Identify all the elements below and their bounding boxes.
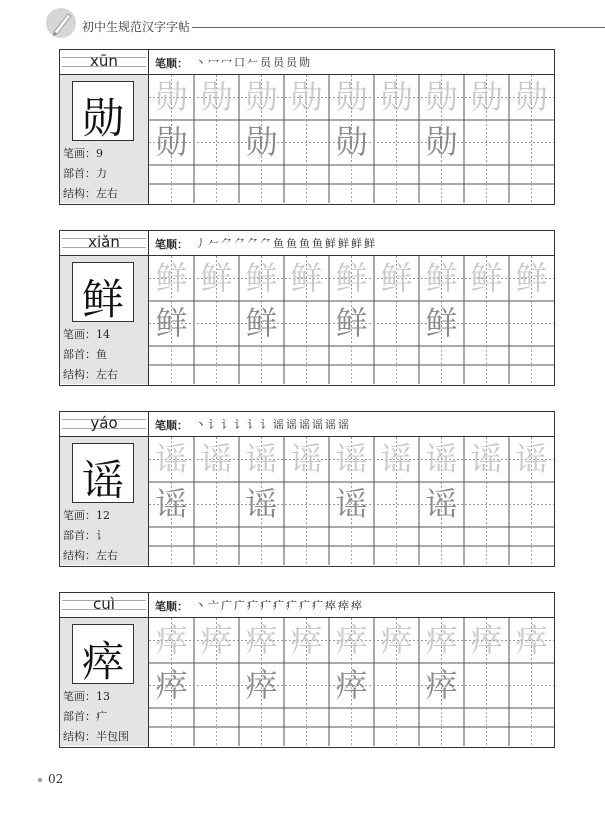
character-area — [60, 75, 148, 203]
stroke-step: 冖 — [221, 56, 234, 69]
stroke-step: 丶 — [195, 599, 208, 612]
stroke-step: 鲜 — [325, 237, 338, 250]
trace-character: 谣 — [290, 440, 323, 478]
stroke-step: 讠 — [208, 418, 221, 431]
page-number: 02 — [48, 772, 64, 786]
trace-cell[interactable] — [239, 437, 284, 482]
trace-cell[interactable] — [284, 256, 329, 301]
trace-cell[interactable] — [284, 618, 329, 663]
radical-info — [63, 708, 107, 724]
practice-cell[interactable] — [419, 120, 464, 165]
practice-cell[interactable] — [239, 301, 284, 346]
stroke-step: 疒 — [299, 599, 312, 612]
trace-character: 勋 — [290, 78, 323, 116]
practice-cell[interactable] — [329, 120, 374, 165]
stroke-count-value: 9 — [96, 147, 103, 160]
practice-cell[interactable] — [329, 663, 374, 708]
practice-model-character: 瘁 — [335, 666, 368, 704]
practice-model-character: 鲜 — [335, 304, 368, 342]
stroke-step: 瘁 — [338, 599, 351, 612]
stroke-step: 谣 — [286, 418, 299, 431]
model-character-box — [72, 624, 134, 684]
stroke-count-info — [63, 688, 110, 704]
stroke-count-label: 笔画： — [63, 328, 96, 341]
stroke-count-label: 笔画： — [63, 147, 96, 160]
structure-label: 结构： — [63, 187, 96, 200]
stroke-step: 讠 — [234, 418, 247, 431]
practice-cell[interactable] — [509, 482, 554, 527]
practice-cell[interactable] — [509, 663, 554, 708]
stroke-step: 鱼 — [299, 237, 312, 250]
structure-info — [63, 366, 118, 382]
stroke-order-sequence — [195, 235, 377, 251]
trace-character: 勋 — [155, 78, 188, 116]
model-character-box — [72, 443, 134, 503]
trace-cell[interactable] — [239, 618, 284, 663]
structure-value: 半包围 — [96, 730, 129, 743]
trace-cell[interactable] — [509, 618, 554, 663]
practice-model-character: 瘁 — [425, 666, 458, 704]
radical-label: 部首： — [63, 167, 96, 180]
radical-label: 部首： — [63, 529, 96, 542]
trace-character: 勋 — [245, 78, 278, 116]
stroke-step: ⺈ — [221, 237, 234, 250]
trace-cell[interactable] — [329, 75, 374, 120]
practice-cell[interactable] — [239, 663, 284, 708]
structure-label: 结构： — [63, 549, 96, 562]
practice-cell[interactable] — [149, 301, 194, 346]
practice-cell[interactable] — [374, 482, 419, 527]
radical-value: 讠 — [96, 529, 107, 542]
pinyin: yáo — [90, 414, 118, 432]
trace-cell[interactable] — [419, 75, 464, 120]
stroke-step: 谣 — [299, 418, 312, 431]
trace-cell[interactable] — [284, 75, 329, 120]
stroke-step: 讠 — [260, 418, 273, 431]
practice-cell[interactable] — [464, 663, 509, 708]
stroke-step: 𠂉 — [208, 237, 221, 250]
structure-info — [63, 728, 129, 744]
trace-character: 瘁 — [335, 621, 368, 659]
stroke-step: 讠 — [221, 418, 234, 431]
practice-cell[interactable] — [419, 301, 464, 346]
trace-character: 瘁 — [380, 621, 413, 659]
radical-value: 鱼 — [96, 348, 107, 361]
trace-character: 勋 — [335, 78, 368, 116]
practice-cell[interactable] — [374, 301, 419, 346]
practice-cell[interactable] — [284, 301, 329, 346]
trace-cell[interactable] — [239, 75, 284, 120]
stroke-count-value: 12 — [96, 509, 110, 522]
stroke-count-label: 笔画： — [63, 509, 96, 522]
stroke-step: 瘁 — [351, 599, 364, 612]
character-area — [60, 437, 148, 565]
model-character: 谣 — [81, 456, 124, 505]
model-character-box — [72, 262, 134, 322]
model-character: 鲜 — [81, 275, 124, 324]
trace-cell[interactable] — [329, 256, 374, 301]
stroke-step: 鲜 — [351, 237, 364, 250]
practice-grid — [149, 618, 554, 746]
practice-model-character: 谣 — [425, 485, 458, 523]
stroke-order-sequence — [195, 54, 312, 70]
trace-character: 勋 — [200, 78, 233, 116]
trace-cell[interactable] — [509, 256, 554, 301]
practice-cell[interactable] — [239, 482, 284, 527]
stroke-step: 疒 — [247, 599, 260, 612]
character-block — [59, 411, 555, 567]
trace-cell[interactable] — [149, 437, 194, 482]
structure-value: 左右 — [96, 368, 118, 381]
trace-cell[interactable] — [149, 618, 194, 663]
trace-character: 勋 — [425, 78, 458, 116]
character-info-panel — [60, 412, 149, 566]
stroke-step: 员 — [273, 56, 286, 69]
trace-cell[interactable] — [329, 618, 374, 663]
practice-cell[interactable] — [149, 120, 194, 165]
stroke-count-value: 13 — [96, 690, 110, 703]
stroke-step: 谣 — [312, 418, 325, 431]
stroke-step: 丿 — [195, 237, 208, 250]
character-area — [60, 618, 148, 746]
practice-model-character: 谣 — [335, 485, 368, 523]
stroke-step: 广 — [221, 599, 234, 612]
trace-character: 瘁 — [245, 621, 278, 659]
trace-cell[interactable] — [194, 437, 239, 482]
stroke-step: 鱼 — [312, 237, 325, 250]
trace-character: 鲜 — [335, 259, 368, 297]
stroke-order-sequence — [195, 597, 364, 613]
stroke-step: 丶 — [195, 56, 208, 69]
page-header — [46, 8, 605, 44]
stroke-order-label: 笔顺： — [155, 57, 188, 70]
practice-grid — [149, 75, 554, 203]
structure-value: 左右 — [96, 187, 118, 200]
practice-cell[interactable] — [194, 120, 239, 165]
stroke-step: 谣 — [273, 418, 286, 431]
stroke-step: 疒 — [312, 599, 325, 612]
trace-cell[interactable] — [239, 256, 284, 301]
trace-cell[interactable] — [464, 618, 509, 663]
stroke-order-row — [149, 412, 554, 437]
trace-character: 鲜 — [380, 259, 413, 297]
trace-cell[interactable] — [419, 256, 464, 301]
stroke-order-label: 笔顺： — [155, 419, 188, 432]
stroke-step: ⺈ — [234, 237, 247, 250]
trace-character: 瘁 — [470, 621, 503, 659]
practice-cell[interactable] — [149, 482, 194, 527]
radical-value: 力 — [96, 167, 107, 180]
stroke-count-value: 14 — [96, 328, 110, 341]
trace-character: 谣 — [515, 440, 548, 478]
trace-character: 鲜 — [245, 259, 278, 297]
stroke-step: 员 — [286, 56, 299, 69]
trace-character: 瘁 — [425, 621, 458, 659]
practice-cell[interactable] — [419, 482, 464, 527]
structure-info — [63, 185, 118, 201]
character-info-panel — [60, 50, 149, 204]
practice-model-character: 勋 — [335, 123, 368, 161]
stroke-step: 员 — [260, 56, 273, 69]
stroke-count-info — [63, 145, 103, 161]
radical-value: 疒 — [96, 710, 107, 723]
trace-character: 瘁 — [200, 621, 233, 659]
trace-character: 鲜 — [155, 259, 188, 297]
structure-label: 结构： — [63, 730, 96, 743]
practice-model-character: 勋 — [425, 123, 458, 161]
trace-character: 谣 — [200, 440, 233, 478]
practice-model-character: 鲜 — [155, 304, 188, 342]
practice-model-character: 鲜 — [425, 304, 458, 342]
stroke-step: 鱼 — [273, 237, 286, 250]
trace-character: 谣 — [155, 440, 188, 478]
trace-cell[interactable] — [329, 437, 374, 482]
radical-label: 部首： — [63, 348, 96, 361]
practice-grid — [149, 256, 554, 384]
practice-cell[interactable] — [374, 120, 419, 165]
stroke-step: ⺈ — [247, 237, 260, 250]
pinyin: xūn — [90, 52, 118, 70]
stroke-step: 谣 — [325, 418, 338, 431]
character-info-panel — [60, 231, 149, 385]
practice-cell[interactable] — [329, 482, 374, 527]
model-character-box — [72, 81, 134, 141]
trace-cell[interactable] — [509, 75, 554, 120]
practice-cell[interactable] — [509, 301, 554, 346]
stroke-step: 勋 — [299, 56, 312, 69]
stroke-step: 鲜 — [338, 237, 351, 250]
character-block — [59, 49, 555, 205]
pinyin: cuì — [93, 595, 115, 613]
practice-cell[interactable] — [149, 663, 194, 708]
trace-character: 谣 — [425, 440, 458, 478]
pinyin-box — [60, 593, 148, 618]
pinyin-box — [60, 231, 148, 256]
practice-model-character: 勋 — [155, 123, 188, 161]
pen-icon — [46, 8, 76, 38]
practice-cell[interactable] — [419, 663, 464, 708]
trace-cell[interactable] — [464, 256, 509, 301]
trace-cell[interactable] — [149, 256, 194, 301]
stroke-step: 𠂉 — [247, 56, 260, 69]
stroke-order-label: 笔顺： — [155, 600, 188, 613]
trace-character: 勋 — [470, 78, 503, 116]
stroke-step: ⺈ — [260, 237, 273, 250]
trace-character: 瘁 — [290, 621, 323, 659]
stroke-step: 广 — [234, 599, 247, 612]
page-dot — [38, 778, 42, 782]
character-area — [60, 256, 148, 384]
practice-cell[interactable] — [284, 663, 329, 708]
structure-info — [63, 547, 118, 563]
stroke-step: 丶 — [195, 418, 208, 431]
character-block — [59, 230, 555, 386]
trace-character: 谣 — [470, 440, 503, 478]
practice-cell[interactable] — [329, 301, 374, 346]
radical-info — [63, 165, 107, 181]
practice-cell[interactable] — [284, 482, 329, 527]
trace-cell[interactable] — [149, 75, 194, 120]
model-character: 勋 — [81, 94, 124, 143]
trace-character: 瘁 — [515, 621, 548, 659]
radical-info — [63, 346, 107, 362]
stroke-step: 鱼 — [286, 237, 299, 250]
practice-grid — [149, 437, 554, 565]
practice-model-character: 谣 — [155, 485, 188, 523]
stroke-step: 亠 — [208, 599, 221, 612]
practice-cell[interactable] — [464, 120, 509, 165]
stroke-step: 谣 — [338, 418, 351, 431]
trace-cell[interactable] — [419, 437, 464, 482]
radical-label: 部首： — [63, 710, 96, 723]
trace-character: 鲜 — [200, 259, 233, 297]
practice-cell[interactable] — [194, 482, 239, 527]
practice-cell[interactable] — [194, 663, 239, 708]
character-block — [59, 592, 555, 748]
trace-character: 鲜 — [515, 259, 548, 297]
practice-model-character: 鲜 — [245, 304, 278, 342]
trace-character: 谣 — [335, 440, 368, 478]
trace-cell[interactable] — [374, 75, 419, 120]
stroke-order-row — [149, 231, 554, 256]
pinyin-box — [60, 412, 148, 437]
trace-character: 鲜 — [425, 259, 458, 297]
trace-character: 谣 — [245, 440, 278, 478]
stroke-order-row — [149, 50, 554, 75]
trace-character: 勋 — [380, 78, 413, 116]
trace-cell[interactable] — [374, 618, 419, 663]
trace-character: 瘁 — [155, 621, 188, 659]
trace-character: 鲜 — [290, 259, 323, 297]
structure-value: 左右 — [96, 549, 118, 562]
stroke-count-label: 笔画： — [63, 690, 96, 703]
trace-cell[interactable] — [284, 437, 329, 482]
page-title: 初中生规范汉字字帖 — [82, 20, 191, 34]
header-rule — [192, 27, 605, 28]
stroke-step: 疒 — [286, 599, 299, 612]
stroke-step: 鲜 — [364, 237, 377, 250]
trace-cell[interactable] — [509, 437, 554, 482]
stroke-order-sequence — [195, 416, 351, 432]
trace-cell[interactable] — [464, 437, 509, 482]
practice-model-character: 瘁 — [155, 666, 188, 704]
structure-label: 结构： — [63, 368, 96, 381]
trace-cell[interactable] — [194, 75, 239, 120]
practice-cell[interactable] — [194, 301, 239, 346]
stroke-order-label: 笔顺： — [155, 238, 188, 251]
stroke-step: 冖 — [208, 56, 221, 69]
model-character: 瘁 — [81, 637, 124, 686]
trace-cell[interactable] — [464, 75, 509, 120]
trace-character: 鲜 — [470, 259, 503, 297]
trace-cell[interactable] — [194, 618, 239, 663]
trace-cell[interactable] — [374, 437, 419, 482]
stroke-count-info — [63, 507, 110, 523]
stroke-step: 疒 — [260, 599, 273, 612]
practice-cell[interactable] — [284, 120, 329, 165]
stroke-step: 瘁 — [325, 599, 338, 612]
practice-model-character: 谣 — [245, 485, 278, 523]
trace-cell[interactable] — [374, 256, 419, 301]
stroke-step: 疒 — [273, 599, 286, 612]
radical-info — [63, 527, 107, 543]
character-info-panel — [60, 593, 149, 747]
practice-cell[interactable] — [374, 663, 419, 708]
practice-cell[interactable] — [464, 482, 509, 527]
pinyin: xiǎn — [88, 233, 120, 251]
pinyin-box — [60, 50, 148, 75]
practice-cell[interactable] — [509, 120, 554, 165]
trace-cell[interactable] — [194, 256, 239, 301]
stroke-step: 口 — [234, 56, 247, 69]
practice-cell[interactable] — [239, 120, 284, 165]
practice-cell[interactable] — [464, 301, 509, 346]
stroke-order-row — [149, 593, 554, 618]
practice-model-character: 勋 — [245, 123, 278, 161]
stroke-count-info — [63, 326, 110, 342]
trace-cell[interactable] — [419, 618, 464, 663]
trace-character: 谣 — [380, 440, 413, 478]
practice-model-character: 瘁 — [245, 666, 278, 704]
trace-character: 勋 — [515, 78, 548, 116]
stroke-step: 讠 — [247, 418, 260, 431]
